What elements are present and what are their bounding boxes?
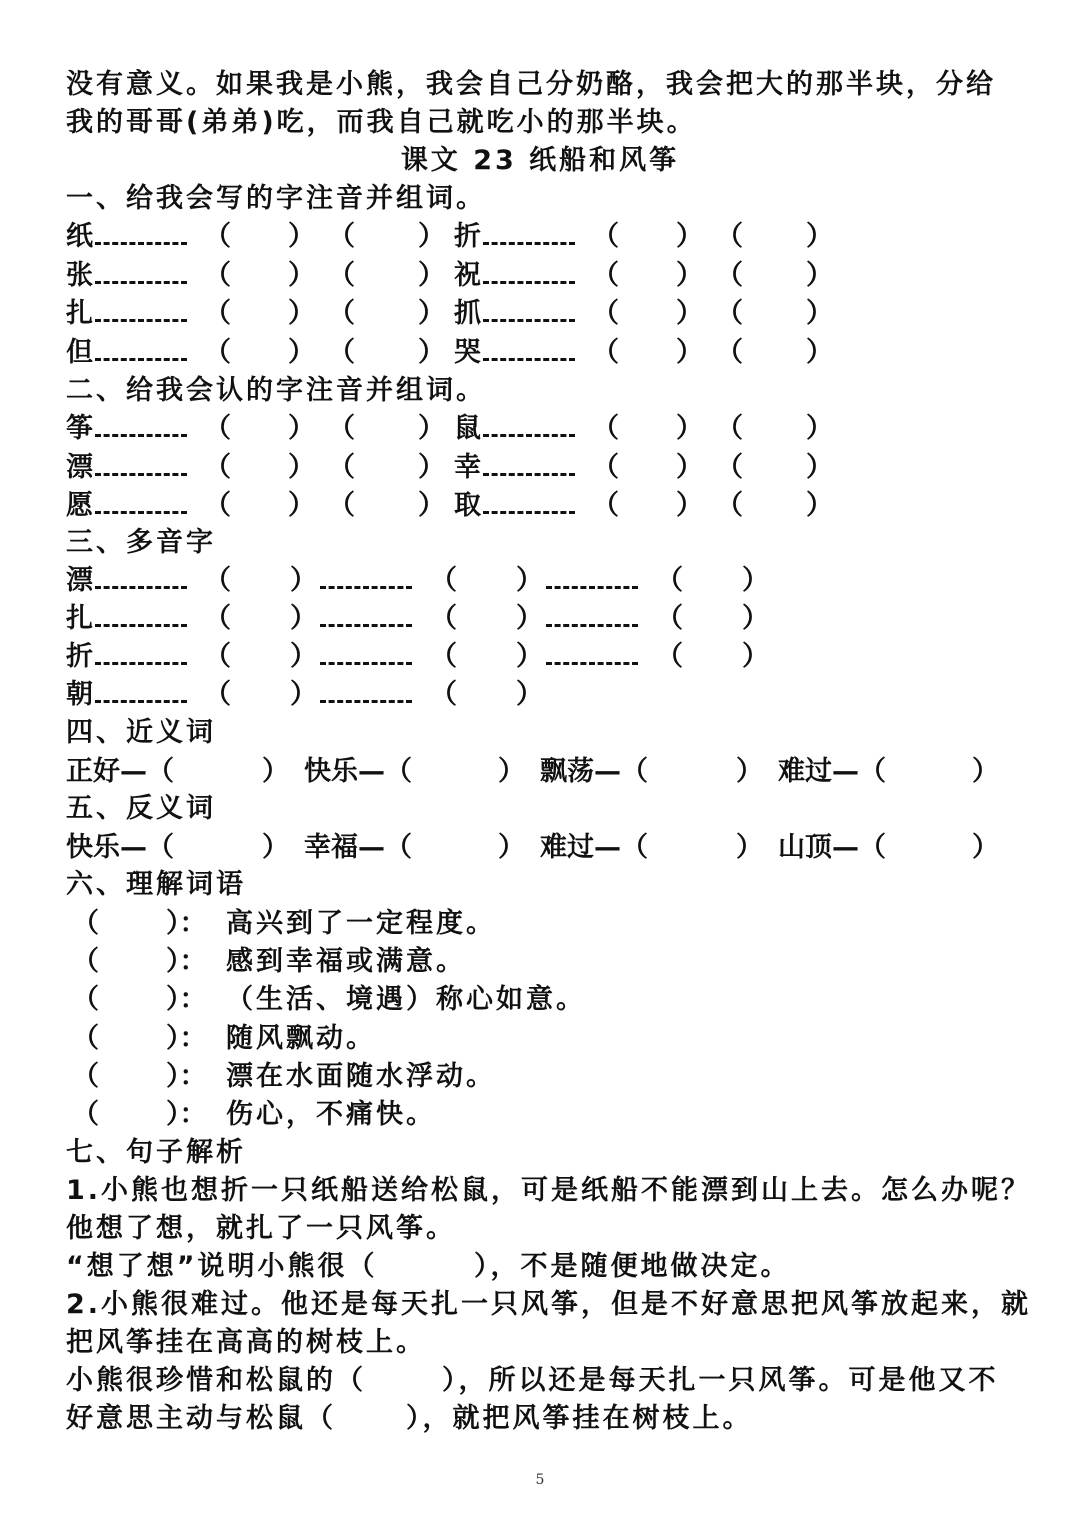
open-paren: （ — [656, 641, 683, 672]
open-paren: （ — [592, 259, 619, 291]
pinyin-cell — [66, 640, 187, 674]
q1-answer-line — [66, 1250, 1016, 1284]
antonym-row — [66, 831, 1016, 865]
pinyin-blank — [546, 602, 638, 627]
close-paren: ） — [262, 832, 289, 863]
open-paren: （ — [72, 1060, 99, 1092]
close-paren: ） — [806, 259, 833, 291]
section5-heading: 五、反义词 — [66, 793, 216, 824]
open-paren: （ — [592, 221, 619, 252]
meaning-text: 伤心，不痛快。 — [226, 1099, 436, 1130]
pinyin-cell — [318, 640, 412, 674]
close-paren: ） — [676, 413, 703, 444]
close-paren: ） — [418, 451, 445, 483]
open-paren: （ — [716, 413, 743, 444]
character: 幸 — [454, 451, 481, 483]
close-paren: ） — [418, 259, 445, 291]
open-paren: （ — [72, 946, 99, 978]
close-paren: ） — [742, 603, 769, 634]
open-paren: （ — [716, 298, 743, 329]
char-cell — [454, 412, 575, 446]
pinyin-blank — [95, 640, 187, 665]
close-paren: ） — [806, 451, 833, 483]
polyphone-row — [66, 678, 786, 712]
meaning-row — [66, 907, 766, 941]
open-paren: （ — [204, 259, 231, 291]
pinyin-blank — [95, 259, 187, 284]
close-paren: ） — [290, 641, 317, 672]
close-paren: ） — [288, 413, 315, 444]
close-paren: ） — [418, 490, 445, 521]
char-row — [66, 336, 846, 370]
close-paren: ） — [290, 565, 317, 596]
char-cell — [454, 336, 575, 370]
char-row — [66, 451, 846, 485]
section4-heading: 四、近义词 — [66, 717, 216, 748]
open-paren: （ — [328, 451, 355, 483]
intro-line-2: 我的哥哥(弟弟)吃，而我自己就吃小的那半块。 — [66, 107, 697, 138]
char-cell — [454, 489, 575, 523]
char-cell — [66, 412, 187, 446]
pinyin-blank — [320, 640, 412, 665]
open-paren: （ — [716, 490, 743, 521]
pinyin-blank — [483, 489, 575, 514]
open-paren: （ — [204, 451, 231, 483]
close-paren: ）： — [166, 1022, 207, 1054]
close-paren: ） — [288, 336, 315, 368]
open-paren: （ — [328, 259, 355, 291]
synonym-item: 飘荡—（ — [540, 756, 648, 787]
open-paren: （ — [716, 221, 743, 252]
open-paren: （ — [592, 298, 619, 329]
pinyin-blank — [320, 678, 412, 703]
close-paren: ） — [290, 603, 317, 634]
close-paren: ） — [676, 259, 703, 291]
meaning-text: （生活、境遇）称心如意。 — [226, 984, 586, 1016]
q2-answer-line-1 — [66, 1364, 1016, 1398]
meaning-text: 感到幸福或满意。 — [226, 946, 466, 978]
close-paren: ） — [498, 756, 525, 787]
close-paren: ）： — [166, 1099, 207, 1130]
meaning-text: 随风飘动。 — [226, 1022, 376, 1054]
char-row — [66, 259, 846, 293]
char-row — [66, 220, 846, 254]
synonym-item: 难过—（ — [778, 756, 886, 787]
meaning-row — [66, 1022, 766, 1056]
pinyin-blank — [483, 297, 575, 322]
open-paren: （ — [204, 490, 231, 521]
character: 漂 — [66, 451, 93, 483]
open-paren: （ — [328, 298, 355, 329]
close-paren: ） — [418, 413, 445, 444]
meaning-row — [66, 983, 766, 1017]
page-number: 5 — [535, 1472, 545, 1488]
pinyin-blank — [95, 297, 187, 322]
intro-line-1: 没有意义。如果我是小熊，我会自己分奶酪，我会把大的那半块，分给 — [66, 69, 996, 100]
close-paren: ） — [288, 221, 315, 252]
open-paren: （ — [72, 908, 99, 939]
q2-line-2: 把风筝挂在高高的树枝上。 — [66, 1327, 426, 1358]
character: 折 — [66, 641, 93, 672]
antonym-item: 山顶—（ — [778, 832, 886, 863]
pinyin-blank — [95, 412, 187, 437]
close-paren: ） — [418, 221, 445, 252]
open-paren: （ — [430, 565, 457, 596]
character: 张 — [66, 259, 93, 291]
character: 扎 — [66, 298, 93, 329]
close-paren: ）： — [166, 1060, 207, 1092]
character: 鼠 — [454, 413, 481, 444]
close-paren: ） — [498, 832, 525, 863]
meaning-text: 漂在水面随水浮动。 — [226, 1060, 496, 1092]
synonym-item: 正好—（ — [66, 756, 174, 787]
close-paren: ） — [676, 490, 703, 521]
pinyin-blank — [95, 602, 187, 627]
pinyin-blank — [483, 220, 575, 245]
close-paren: ） — [736, 756, 763, 787]
open-paren: （ — [204, 413, 231, 444]
char-row — [66, 412, 846, 446]
char-cell — [454, 451, 575, 485]
close-paren: ） — [516, 679, 543, 710]
polyphone-row — [66, 602, 786, 636]
open-paren: （ — [328, 413, 355, 444]
close-paren: ）： — [166, 908, 207, 939]
q2-answer1-pre: 小熊很珍惜和松鼠的（ — [66, 1365, 366, 1396]
close-paren: ）： — [166, 946, 207, 978]
q2-answer2-pre: 好意思主动与松鼠（ — [66, 1403, 336, 1434]
antonym-item: 快乐—（ — [66, 832, 174, 863]
character: 朝 — [66, 679, 93, 710]
close-paren: ） — [806, 336, 833, 368]
char-cell — [66, 451, 187, 485]
pinyin-blank — [483, 451, 575, 476]
open-paren: （ — [716, 259, 743, 291]
open-paren: （ — [204, 679, 231, 710]
open-paren: （ — [592, 413, 619, 444]
close-paren: ） — [288, 259, 315, 291]
open-paren: （ — [716, 451, 743, 483]
char-cell — [454, 297, 575, 331]
pinyin-blank — [546, 640, 638, 665]
char-cell — [66, 297, 187, 331]
close-paren: ） — [516, 603, 543, 634]
q2-line-1: 2.小熊很难过。他还是每天扎一只风筝，但是不好意思把风筝放起来，就 — [66, 1289, 1032, 1320]
open-paren: （ — [430, 603, 457, 634]
section6-heading: 六、理解词语 — [66, 869, 246, 900]
pinyin-blank — [483, 259, 575, 284]
character: 但 — [66, 336, 93, 368]
pinyin-blank — [95, 489, 187, 514]
pinyin-blank — [483, 412, 575, 437]
pinyin-blank — [483, 336, 575, 361]
open-paren: （ — [430, 679, 457, 710]
close-paren: ） — [288, 451, 315, 483]
open-paren: （ — [656, 565, 683, 596]
open-paren: （ — [204, 641, 231, 672]
open-paren: （ — [716, 336, 743, 368]
close-paren: ） — [676, 298, 703, 329]
pinyin-cell — [318, 602, 412, 636]
character: 筝 — [66, 413, 93, 444]
close-paren: ） — [288, 298, 315, 329]
open-paren: （ — [72, 1022, 99, 1054]
close-paren: ） — [806, 298, 833, 329]
meaning-text: 高兴到了一定程度。 — [226, 908, 496, 939]
pinyin-cell — [66, 564, 187, 598]
close-paren: ） — [418, 298, 445, 329]
character: 扎 — [66, 603, 93, 634]
close-paren: ） — [418, 336, 445, 368]
close-paren: ）： — [166, 984, 207, 1016]
lesson-title: 课文 23 纸船和风筝 — [400, 145, 680, 176]
pinyin-cell — [66, 678, 187, 712]
open-paren: （ — [72, 984, 99, 1016]
character: 抓 — [454, 298, 481, 329]
pinyin-cell — [318, 564, 412, 598]
open-paren: （ — [204, 336, 231, 368]
pinyin-blank — [95, 564, 187, 589]
antonym-item: 幸福—（ — [304, 832, 412, 863]
close-paren: ） — [676, 336, 703, 368]
q2-answer-line-2 — [66, 1402, 1016, 1436]
pinyin-blank — [320, 564, 412, 589]
close-paren: ） — [806, 413, 833, 444]
pinyin-blank — [95, 678, 187, 703]
open-paren: （ — [328, 336, 355, 368]
char-cell — [66, 259, 187, 293]
char-cell — [66, 489, 187, 523]
antonym-item: 难过—（ — [540, 832, 648, 863]
q2-answer2-post: ），就把风筝挂在树枝上。 — [406, 1403, 753, 1434]
close-paren: ） — [736, 832, 763, 863]
character: 愿 — [66, 490, 93, 521]
char-row — [66, 297, 846, 331]
close-paren: ） — [806, 490, 833, 521]
open-paren: （ — [204, 603, 231, 634]
section3-heading: 三、多音字 — [66, 527, 216, 558]
char-row — [66, 489, 846, 523]
pinyin-cell — [66, 602, 187, 636]
close-paren: ） — [262, 756, 289, 787]
open-paren: （ — [592, 451, 619, 483]
pinyin-blank — [95, 220, 187, 245]
open-paren: （ — [592, 490, 619, 521]
open-paren: （ — [204, 221, 231, 252]
close-paren: ） — [516, 565, 543, 596]
character: 漂 — [66, 565, 93, 596]
char-cell — [66, 220, 187, 254]
polyphone-row — [66, 564, 786, 598]
character: 祝 — [454, 259, 481, 291]
open-paren: （ — [656, 603, 683, 634]
pinyin-cell — [544, 602, 638, 636]
open-paren: （ — [328, 221, 355, 252]
open-paren: （ — [328, 490, 355, 521]
close-paren: ） — [676, 221, 703, 252]
pinyin-cell — [544, 564, 638, 598]
section1-heading: 一、给我会写的字注音并组词。 — [66, 183, 486, 214]
character: 哭 — [454, 336, 481, 368]
synonym-row — [66, 755, 1016, 789]
pinyin-cell — [544, 640, 638, 674]
meaning-row — [66, 1098, 766, 1132]
open-paren: （ — [72, 1099, 99, 1130]
open-paren: （ — [592, 336, 619, 368]
char-cell — [454, 259, 575, 293]
q1-line-1: 1.小熊也想折一只纸船送给松鼠，可是纸船不能漂到山上去。怎么办呢？ — [66, 1175, 1032, 1206]
character: 折 — [454, 221, 481, 252]
character: 纸 — [66, 221, 93, 252]
pinyin-blank — [320, 602, 412, 627]
char-cell — [454, 220, 575, 254]
pinyin-blank — [95, 451, 187, 476]
close-paren: ） — [972, 756, 999, 787]
pinyin-blank — [95, 336, 187, 361]
meaning-row — [66, 945, 766, 979]
synonym-item: 快乐—（ — [304, 756, 412, 787]
q2-answer1-post: ），所以还是每天扎一只风筝。可是他又不 — [442, 1365, 999, 1396]
close-paren: ） — [806, 221, 833, 252]
q1-line-2: 他想了想，就扎了一只风筝。 — [66, 1213, 456, 1244]
character: 取 — [454, 490, 481, 521]
open-paren: （ — [204, 298, 231, 329]
close-paren: ） — [676, 451, 703, 483]
pinyin-cell — [318, 678, 412, 712]
meaning-row — [66, 1060, 766, 1094]
close-paren: ） — [742, 641, 769, 672]
section2-heading: 二、给我会认的字注音并组词。 — [66, 375, 486, 406]
close-paren: ） — [290, 679, 317, 710]
open-paren: （ — [430, 641, 457, 672]
char-cell — [66, 336, 187, 370]
close-paren: ） — [972, 832, 999, 863]
section7-heading: 七、句子解析 — [66, 1137, 246, 1168]
q1-answer-pre: “想了想”说明小熊很（ — [66, 1251, 378, 1282]
polyphone-row — [66, 640, 786, 674]
close-paren: ） — [288, 490, 315, 521]
pinyin-blank — [546, 564, 638, 589]
q1-answer-post: ），不是随便地做决定。 — [474, 1251, 791, 1282]
close-paren: ） — [516, 641, 543, 672]
close-paren: ） — [742, 565, 769, 596]
open-paren: （ — [204, 565, 231, 596]
